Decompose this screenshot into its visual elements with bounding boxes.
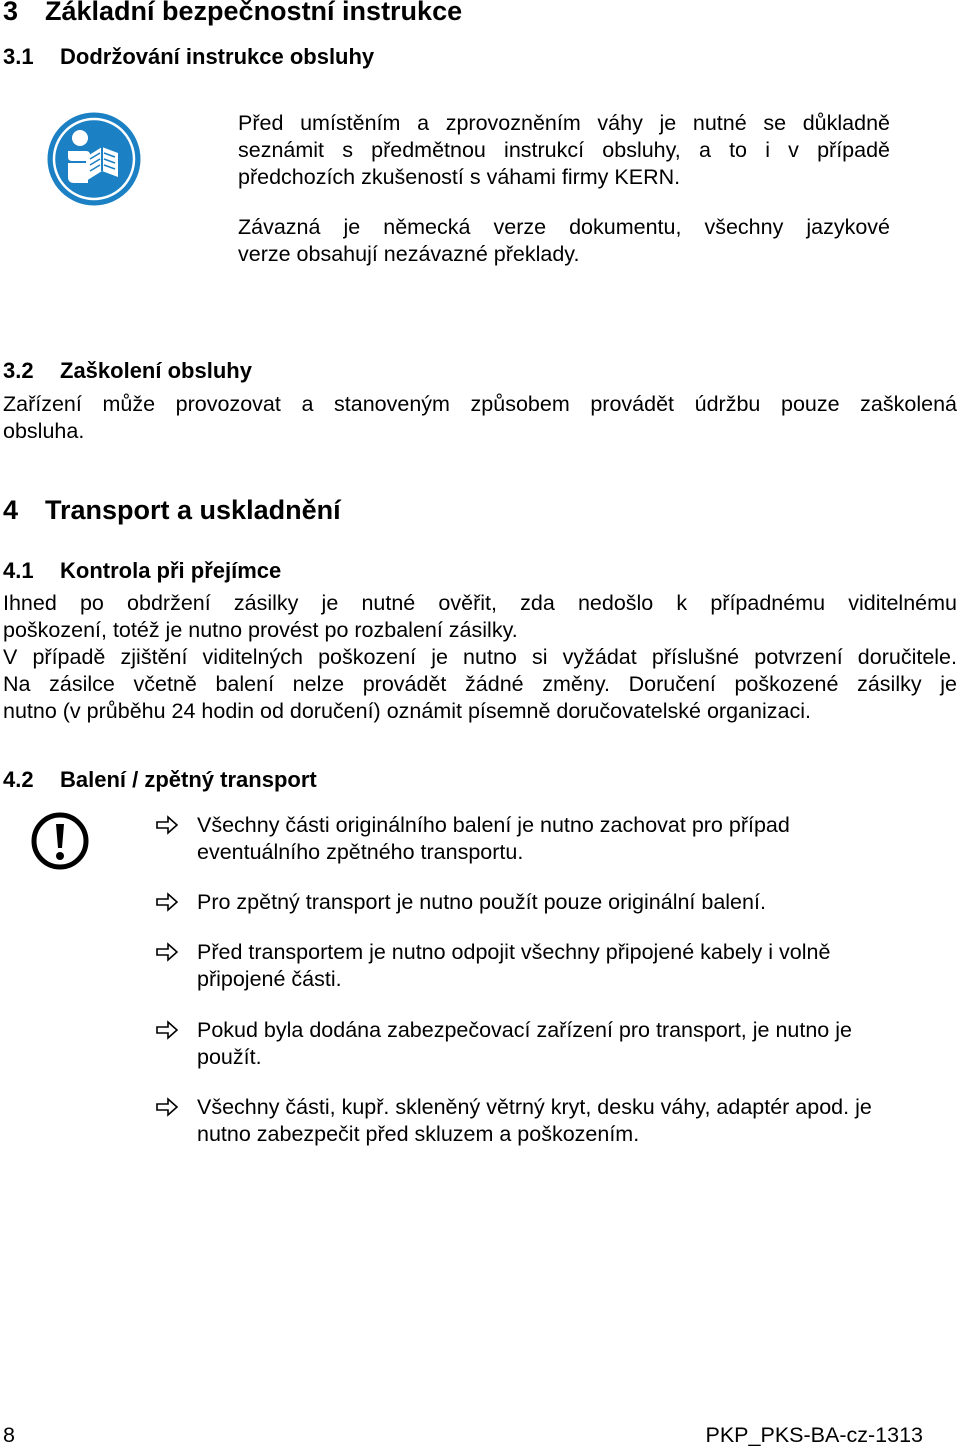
section-title: Transport a uskladnění [45, 495, 341, 525]
list-item-text [197, 812, 790, 866]
text-line: Ihned po obdržení zásilky je nutné ověřit, zda nedošlo k případnému viditelnému [3, 591, 957, 615]
hollow-arrow-right-icon [155, 942, 179, 962]
subsection-number: 4.1 [3, 558, 34, 583]
section-number: 3 [3, 0, 19, 26]
hollow-arrow-right-icon [155, 1097, 179, 1117]
list-item-text [197, 889, 766, 916]
inspection-paragraph [3, 590, 957, 725]
text-line: V případě zjištění viditelných poškození je nutno si vyžádat příslušné potvrzení doručitele. [3, 645, 957, 669]
text-line: Před transportem je nutno odpojit všechny připojené kabely i volně [197, 940, 831, 964]
list-item-text [197, 1094, 872, 1148]
subsection-3-2-heading [3, 358, 252, 384]
read-manual-icon [46, 111, 142, 207]
section-4-heading [3, 495, 341, 526]
text-line: Závazná je německá verze dokumentu, všechny jazykové [238, 215, 890, 239]
binding-version-paragraph [238, 214, 890, 268]
text-line: použít. [197, 1045, 262, 1069]
subsection-title: Zaškolení obsluhy [60, 358, 252, 383]
subsection-title: Balení / zpětný transport [60, 767, 317, 792]
list-item-text [197, 1017, 852, 1071]
page-number: 8 [3, 1423, 15, 1447]
subsection-number: 3.2 [3, 358, 34, 383]
text-line: nutno (v průběhu 24 hodin od doručení) oznámit písemně doručovatelské organizaci. [3, 699, 811, 723]
text-line: verze obsahují nezávazné překlady. [238, 242, 580, 266]
text-line: Zařízení může provozovat a stanoveným způsobem provádět údržbu pouze zaškolená [3, 392, 957, 416]
section-number: 4 [3, 495, 19, 525]
hollow-arrow-right-icon [155, 1020, 179, 1040]
text-line: seznámit s předmětnou instrukcí obsluhy, a to i v případě [238, 138, 890, 162]
training-paragraph [3, 391, 957, 445]
subsection-number: 4.2 [3, 767, 34, 792]
text-line: eventuálního zpětného transportu. [197, 840, 524, 864]
section-title: Základní bezpečnostní instrukce [45, 0, 463, 26]
text-line: Na zásilce včetně balení nelze provádět žádné změny. Doručení poškozené zásilky je [3, 672, 957, 696]
subsection-4-1-heading [3, 558, 281, 584]
text-line: Pro zpětný transport je nutno použít pouze originální balení. [197, 890, 766, 914]
hollow-arrow-right-icon [155, 892, 179, 912]
text-line: připojené části. [197, 967, 342, 991]
subsection-3-1-heading [3, 44, 374, 70]
hollow-arrow-right-icon [155, 815, 179, 835]
list-item-text [197, 939, 830, 993]
subsection-number: 3.1 [3, 44, 34, 69]
text-line: poškození, totéž je nutno provést po rozbalení zásilky. [3, 618, 518, 642]
subsection-4-2-heading [3, 767, 317, 793]
instruction-paragraph [238, 110, 890, 191]
subsection-title: Kontrola při přejímce [60, 558, 282, 583]
text-line: Pokud byla dodána zabezpečovací zařízení pro transport, je nutno je [197, 1018, 852, 1042]
document-code: PKP_PKS-BA-cz-1313 [705, 1423, 923, 1447]
text-line: Všechny části originálního balení je nutno zachovat pro případ [197, 813, 790, 837]
text-line: Všechny části, kupř. skleněný větrný kryt, desku váhy, adaptér apod. je [197, 1095, 872, 1119]
exclamation-warning-icon [31, 812, 89, 870]
subsection-title: Dodržování instrukce obsluhy [60, 44, 375, 69]
text-line: nutno zabezpečit před skluzem a poškozením. [197, 1122, 640, 1146]
text-line: Před umístěním a zprovozněním váhy je nutné se důkladně [238, 111, 890, 135]
text-line: předchozích zkušeností s váhami firmy KERN. [238, 165, 681, 189]
section-3-heading [3, 0, 462, 27]
text-line: obsluha. [3, 419, 85, 443]
